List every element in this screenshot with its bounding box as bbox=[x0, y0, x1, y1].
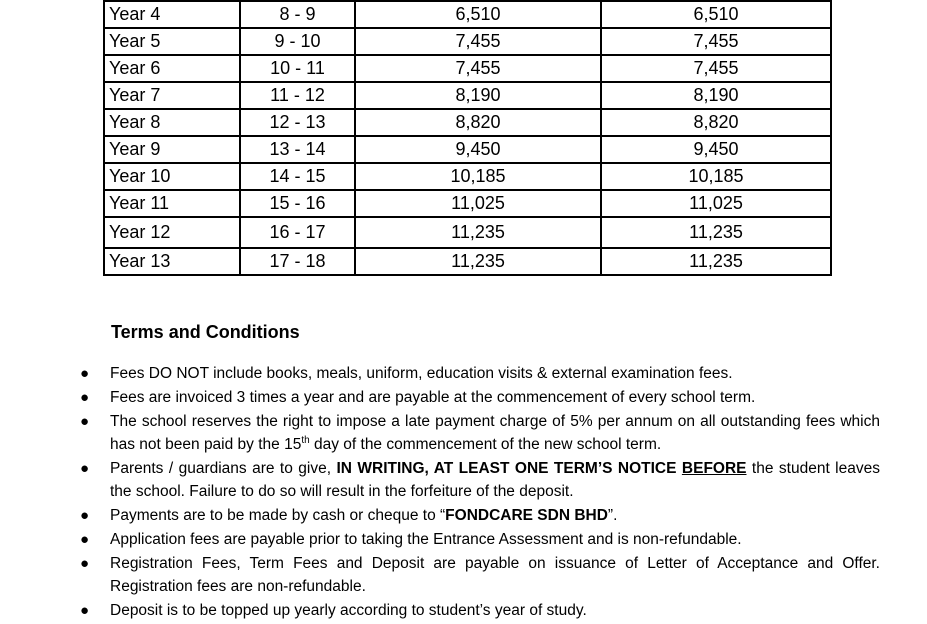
year-cell: Year 8 bbox=[104, 109, 240, 136]
fee-cell: 7,455 bbox=[355, 55, 601, 82]
table-row bbox=[104, 136, 831, 163]
fee-cell: 11,025 bbox=[355, 190, 601, 217]
age-cell: 14 - 15 bbox=[240, 163, 355, 190]
fee-cell: 11,235 bbox=[601, 217, 831, 248]
fee-cell: 8,820 bbox=[355, 109, 601, 136]
fee-cell: 6,510 bbox=[601, 1, 831, 28]
fee-cell: 11,235 bbox=[355, 248, 601, 275]
fee-cell: 11,235 bbox=[355, 217, 601, 248]
age-cell: 8 - 9 bbox=[240, 1, 355, 28]
age-cell: 12 - 13 bbox=[240, 109, 355, 136]
table-row bbox=[104, 1, 831, 28]
list-item bbox=[0, 386, 880, 409]
list-item bbox=[0, 528, 880, 551]
table-row bbox=[104, 28, 831, 55]
age-cell: 17 - 18 bbox=[240, 248, 355, 275]
before-emphasis: BEFORE bbox=[681, 460, 747, 477]
bullet-icon: ● bbox=[80, 507, 90, 524]
term-text: day of the commencement of the new school term. bbox=[309, 436, 662, 453]
bullet-icon: ● bbox=[80, 531, 90, 548]
term-text: the student leaves the school. Failure to do so will result in the forfeiture of the deposit. bbox=[110, 460, 880, 500]
bullet-icon: ● bbox=[80, 460, 90, 477]
age-cell: 11 - 12 bbox=[240, 82, 355, 109]
list-item bbox=[0, 410, 880, 456]
age-cell: 15 - 16 bbox=[240, 190, 355, 217]
terms-heading: Terms and Conditions bbox=[111, 322, 300, 342]
notice-emphasis: IN WRITING, AT LEAST ONE TERM’S NOTICE bbox=[336, 460, 682, 477]
list-item bbox=[0, 552, 880, 598]
table-row bbox=[104, 109, 831, 136]
bullet-icon: ● bbox=[80, 555, 90, 572]
term-text: Payments are to be made by cash or cheque to “ bbox=[110, 507, 446, 524]
fee-cell: 8,190 bbox=[355, 82, 601, 109]
term-text: Fees are invoiced 3 times a year and are payable at the commencement of every school term. bbox=[110, 389, 756, 406]
term-text: The school reserves the right to impose a late payment charge of 5% per annum on all outstanding fees which has not been paid by the 15 bbox=[110, 413, 880, 453]
term-text: Application fees are payable prior to taking the Entrance Assessment and is non-refundable. bbox=[110, 531, 742, 548]
year-cell: Year 13 bbox=[104, 248, 240, 275]
age-cell: 10 - 11 bbox=[240, 55, 355, 82]
term-text: Parents / guardians are to give, bbox=[110, 460, 337, 477]
fee-cell: 9,450 bbox=[601, 136, 831, 163]
year-cell: Year 9 bbox=[104, 136, 240, 163]
fee-cell: 11,025 bbox=[601, 190, 831, 217]
term-text: Fees DO NOT include books, meals, uniform, education visits & external examination fees. bbox=[110, 365, 733, 382]
fee-cell: 10,185 bbox=[601, 163, 831, 190]
fee-cell: 10,185 bbox=[355, 163, 601, 190]
fee-cell: 6,510 bbox=[355, 1, 601, 28]
list-item bbox=[0, 504, 880, 527]
list-item bbox=[0, 599, 880, 622]
fee-cell: 8,190 bbox=[601, 82, 831, 109]
table-row bbox=[104, 248, 831, 275]
table-row bbox=[104, 163, 831, 190]
list-item bbox=[0, 457, 880, 503]
fee-cell: 7,455 bbox=[355, 28, 601, 55]
age-cell: 9 - 10 bbox=[240, 28, 355, 55]
list-item bbox=[0, 362, 880, 385]
year-cell: Year 11 bbox=[104, 190, 240, 217]
term-text: Registration Fees, Term Fees and Deposit are payable on issuance of Letter of Acceptance and Offer. Registration fees are non-refundable. bbox=[110, 555, 880, 595]
bullet-icon: ● bbox=[80, 413, 90, 430]
table-row bbox=[104, 217, 831, 248]
year-cell: Year 12 bbox=[104, 217, 240, 248]
year-cell: Year 5 bbox=[104, 28, 240, 55]
year-cell: Year 6 bbox=[104, 55, 240, 82]
fee-cell: 11,235 bbox=[601, 248, 831, 275]
table-row bbox=[104, 190, 831, 217]
bullet-icon: ● bbox=[80, 389, 90, 406]
fee-cell: 7,455 bbox=[601, 28, 831, 55]
fee-table bbox=[103, 0, 832, 276]
bullet-icon: ● bbox=[80, 365, 90, 382]
year-cell: Year 10 bbox=[104, 163, 240, 190]
table-row bbox=[104, 55, 831, 82]
terms-list bbox=[0, 362, 880, 623]
term-text: ”. bbox=[607, 507, 618, 524]
fee-cell: 8,820 bbox=[601, 109, 831, 136]
table-row bbox=[104, 82, 831, 109]
fee-cell: 9,450 bbox=[355, 136, 601, 163]
year-cell: Year 4 bbox=[104, 1, 240, 28]
term-text: Deposit is to be topped up yearly according to student’s year of study. bbox=[110, 602, 587, 619]
payee-name: FONDCARE SDN BHD bbox=[445, 507, 608, 524]
bullet-icon: ● bbox=[80, 602, 90, 619]
fee-cell: 7,455 bbox=[601, 55, 831, 82]
age-cell: 13 - 14 bbox=[240, 136, 355, 163]
age-cell: 16 - 17 bbox=[240, 217, 355, 248]
year-cell: Year 7 bbox=[104, 82, 240, 109]
ordinal-suffix: th bbox=[301, 434, 310, 446]
